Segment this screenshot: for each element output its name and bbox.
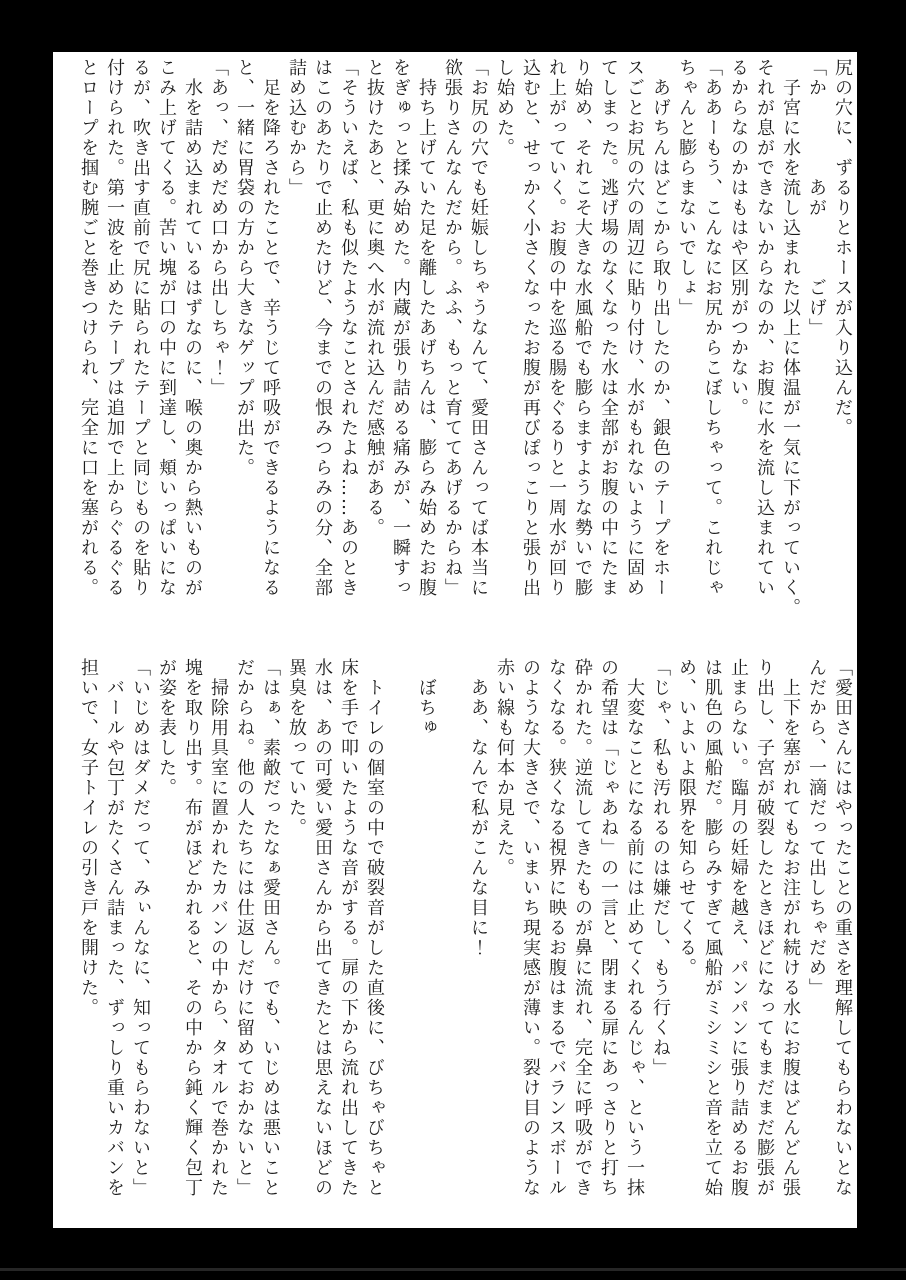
- text-line: 付けられた。第一波を止めたテープは追加で上からぐるぐる: [104, 58, 125, 598]
- text-block-bottom: [75, 658, 855, 1222]
- text-line: 異臭を放っていた。: [286, 658, 307, 838]
- text-line: 足を降ろされたことで、辛うじて呼吸ができるようになる: [260, 58, 281, 598]
- text-line: り始め、それこそ大きな水風船でも膨らますような勢いで膨: [572, 58, 593, 598]
- text-line: ああ、なんで私がこんな目に！: [468, 658, 489, 958]
- text-block-top: [75, 58, 855, 622]
- text-line: 塊を取り出す。布がほどかれると、その中から鈍く輝く包丁: [182, 658, 203, 1198]
- text-line: スごとお尻の穴の周辺に貼り付け、水がもれないように固め: [624, 58, 645, 598]
- text-line: 上下を塞がれてもなお注がれ続ける水にお腹はどんどん張: [780, 658, 801, 1198]
- text-line: と、一緒に胃袋の方から大きなゲップが出た。: [234, 58, 255, 478]
- text-line: し始めた。: [494, 58, 515, 158]
- text-line: 水は、あの可愛い愛田さんから出てきたとは思えないほどの: [312, 658, 333, 1198]
- text-line: 「愛田さんにはやったことの重さを理解してもらわないとな: [832, 658, 853, 1198]
- text-line: れ上がっていく。お腹の中を巡る腸をぐるりと一周水が回り: [546, 58, 567, 598]
- text-line: め、いよいよ限界を知らせてくる。: [676, 658, 697, 978]
- text-line: はこのあたりで止めたけど、今までの恨みつらみの分、全部: [312, 58, 333, 598]
- text-line: るが、吹き出す直前で尻に貼られたテープと同じものを貼り: [130, 58, 151, 598]
- text-line: 「あっ、だめだめ口から出しちゃ！」: [208, 58, 229, 398]
- text-line: 「か あが ごげ」: [806, 58, 827, 338]
- text-line: 詰め込むから」: [286, 58, 307, 198]
- text-line: 砕かれた。逆流してきたものが鼻に流れ、完全に呼吸ができ: [572, 658, 593, 1198]
- text-line: んだから、一滴だって出しちゃだめ」: [806, 658, 827, 998]
- text-line: 「じゃ、私も汚れるのは嫌だし、もう行くね」: [650, 658, 671, 1078]
- text-line: と抜けたあと、更に奥へ水が流れ込んだ感触がある。: [364, 58, 385, 538]
- text-line: とロープを掴む腕ごと巻きつけられ、完全に口を塞がれる。: [78, 58, 99, 598]
- text-line: 子宮に水を流し込まれた以上に体温が一気に下がっていく。: [780, 58, 801, 618]
- text-line: 大変なことになる前には止めてくれるんじゃ、という一抹: [624, 658, 645, 1198]
- text-line: 赤い線も何本か見えた。: [494, 658, 515, 878]
- text-line: をぎゅっと揉み始めた。内蔵が張り詰める痛みが、一瞬すっ: [390, 58, 411, 598]
- text-line: こみ上げてくる。苦い塊が口の中に到達し、頬いっぱいにな: [156, 58, 177, 598]
- text-line: のような大きさで、いまいち現実感が薄い。裂け目のような: [520, 658, 541, 1198]
- text-line: 「そういえば、私も似たようなことされたよね……あのとき: [338, 58, 359, 598]
- text-line: てしまった。逃げ場のなくなった水は全部がお腹の中にたま: [598, 58, 619, 598]
- text-line: トイレの個室の中で破裂音がした直後に、びちゃびちゃと: [364, 658, 385, 1198]
- text-line: が姿を表した。: [156, 658, 177, 798]
- text-line: るからなのかはもはや区別がつかない。: [728, 58, 749, 418]
- text-line: ちゃんと膨らまないでしょ」: [676, 58, 697, 318]
- text-line: 尻の穴に、ずるりとホースが入り込んだ。: [832, 58, 853, 438]
- text-line: 止まらない。臨月の妊婦を越え、パンパンに張り詰めるお腹: [728, 658, 749, 1198]
- text-line: ぼちゅ: [416, 658, 437, 738]
- text-line: の希望は「じゃあね」の一言と、閉まる扉にあっさりと打ち: [598, 658, 619, 1198]
- text-line: り出し、子宮が破裂したときほどになってもまだまだ膨張が: [754, 658, 775, 1198]
- novel-page: [53, 52, 857, 1228]
- text-line: は肌色の風船だ。膨らみすぎて風船がミシミシと音を立て始: [702, 658, 723, 1198]
- text-line: あげちんはどこから取り出したのか、銀色のテープをホー: [650, 58, 671, 598]
- text-line: 床を手で叩いたような音がする。扉の下から流れ出してきた: [338, 658, 359, 1198]
- text-line: それが息ができないからなのか、お腹に水を流し込まれてい: [754, 58, 775, 598]
- text-line: 込むと、せっかく小さくなったお腹が再びぽっこりと張り出: [520, 58, 541, 598]
- text-line: 掃除用具室に置かれたカバンの中から、タオルで巻かれた: [208, 658, 229, 1198]
- text-line: 「いじめはダメだって、みぃんなに、知ってもらわないと」: [130, 658, 151, 1198]
- text-line: なくなる。狭くなる視界に映るお腹はまるでバランスボール: [546, 658, 567, 1198]
- text-line: 「お尻の穴でも妊娠しちゃうなんて、愛田さんってば本当に: [468, 58, 489, 598]
- text-line: 水を詰め込まれているはずなのに、喉の奥から熱いものが: [182, 58, 203, 598]
- text-line: 担いで、女子トイレの引き戸を開けた。: [78, 658, 99, 1018]
- text-line: 欲張りさんなんだから。ふふ、もっと育ててあげるからね」: [442, 58, 463, 598]
- text-line: [387, 658, 413, 1222]
- scan-edge-artifact: [0, 1268, 906, 1271]
- text-line: バールや包丁がたくさん詰まった、ずっしり重いカバンを: [104, 658, 125, 1198]
- text-line: 「はぁ、素敵だったなぁ愛田さん。でも、いじめは悪いこと: [260, 658, 281, 1198]
- text-line: 「ああーもう、こんなにお尻からこぼしちゃって。これじゃ: [702, 58, 723, 598]
- text-line: 持ち上げていた足を離したあげちんは、膨らみ始めたお腹: [416, 58, 437, 598]
- text-line: [439, 658, 465, 1222]
- text-line: だからね。他の人たちには仕返しだけに留めておかないと」: [234, 658, 255, 1198]
